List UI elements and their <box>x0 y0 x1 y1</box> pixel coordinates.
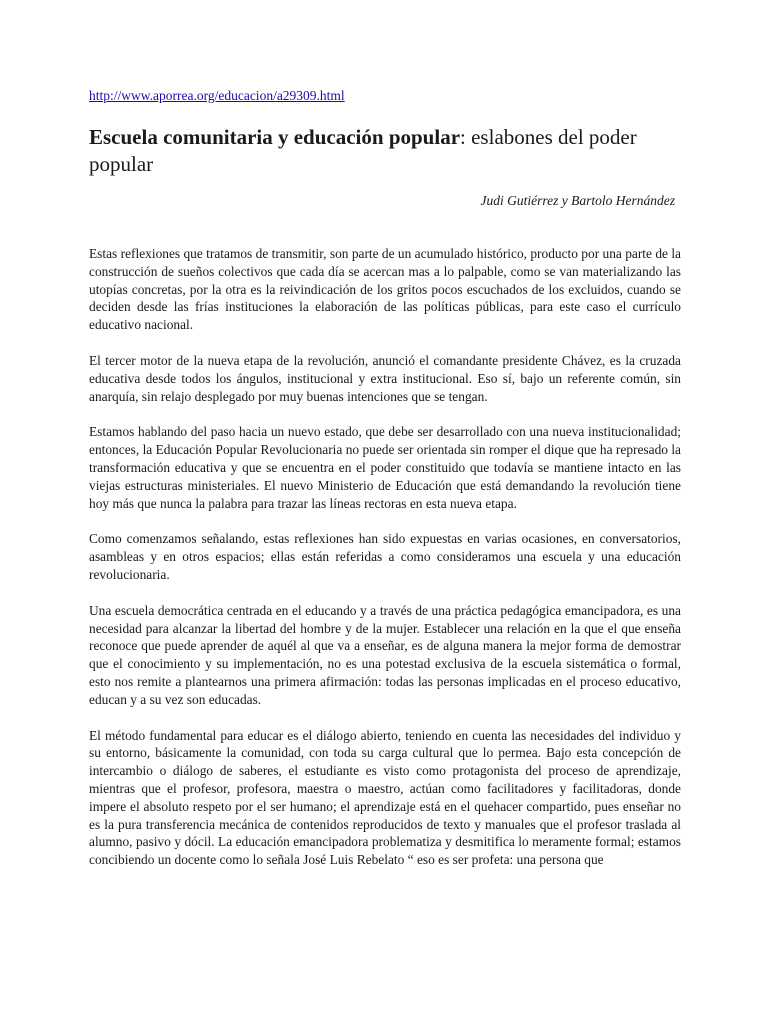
paragraph-3: Estamos hablando del paso hacia un nuevo estado, que debe ser desarrollado con una nueva institucionalidad; entonces, la Educación Popular Revolucionaria no puede ser orientada sin romper el dique que ha represado la transformación educativa y que se encuentra en el poder constituido que todavía se mantiene intacto en las viejas estructuras ministeriales. El nuevo Ministerio de Educación que está demandando la revolución tiene hoy más que nunca la palabra para trazar las líneas rectoras en esta nueva etapa. <box>89 424 681 511</box>
article-body <box>89 245 681 869</box>
article-title-bold: Escuela comunitaria y educación popular <box>89 125 461 149</box>
article-authors: Judi Gutiérrez y Bartolo Hernández <box>480 193 675 208</box>
article-title <box>89 124 681 178</box>
article-title-rest: : eslabones del poder popular <box>89 125 637 176</box>
paragraph-1: Estas reflexiones que tratamos de transmitir, son parte de un acumulado histórico, producto por una parte de la construcción de sueños colectivos que cada día se acercan mas a lo palpable, como se van materializando las utopías concretas, por la otra es la reivindicación de los gritos pocos escuchados de los excluidos, cuando se deciden desde las frías instituciones la elaboración de las políticas públicas, para este caso el currículo educativo nacional. <box>89 246 681 333</box>
paragraph-5: Una escuela democrática centrada en el educando y a través de una práctica pedagógica emancipadora, es una necesidad para alcanzar la libertad del hombre y de la mujer. Establecer una relación en la que el que enseña reconoce que puede aprender de aquél al que va a enseñar, es de alguna manera la mejor forma de demostrar que el conocimiento y su implementación, no es una potestad exclusiva de la escuela sistemática o formal, esto nos remite a plantearnos una primera afirmación: todas las personas implicadas en el proceso educativo, educan y a su vez son educadas. <box>89 602 681 707</box>
paragraph-6: El método fundamental para educar es el diálogo abierto, teniendo en cuenta las necesidades del individuo y su entorno, básicamente la comunidad, con toda su carga cultural que lo permea. Bajo esta concepción de intercambio o diálogo de saberes, el estudiante es visto como protagonista del proceso de aprendizaje, mientras que el profesor, profesora, maestra o maestro, actúan como facilitadores y facilitadoras, donde impere el absoluto respeto por el ser humano; el aprendizaje está en el quehacer compartido, pues enseñar no es la pura transferencia mecánica de contenidos reproducidos de texto y manuales que el profesor traslada al alumno, pasivo y dócil. La educación emancipadora problematiza y desmitifica lo meramente formal; estamos concibiendo un docente como lo señala José Luis Rebelato “ eso es ser profeta: una persona que <box>89 727 681 868</box>
paragraph-4: Como comenzamos señalando, estas reflexiones han sido expuestas en varias ocasiones, en conversatorios, asambleas y en otros espacios; ellas están referidas a como consideramos una escuela y una educación revolucionaria. <box>89 531 681 582</box>
paragraph-2: El tercer motor de la nueva etapa de la revolución, anunció el comandante presidente Chávez, es la cruzada educativa desde todos los ángulos, institucional y extra institucional. Eso sí, bajo un referente común, sin anarquía, sin relajo desplegado por muy buenas intenciones que se tengan. <box>89 352 681 404</box>
source-url-link[interactable]: http://www.aporrea.org/educacion/a29309.html <box>89 88 345 103</box>
